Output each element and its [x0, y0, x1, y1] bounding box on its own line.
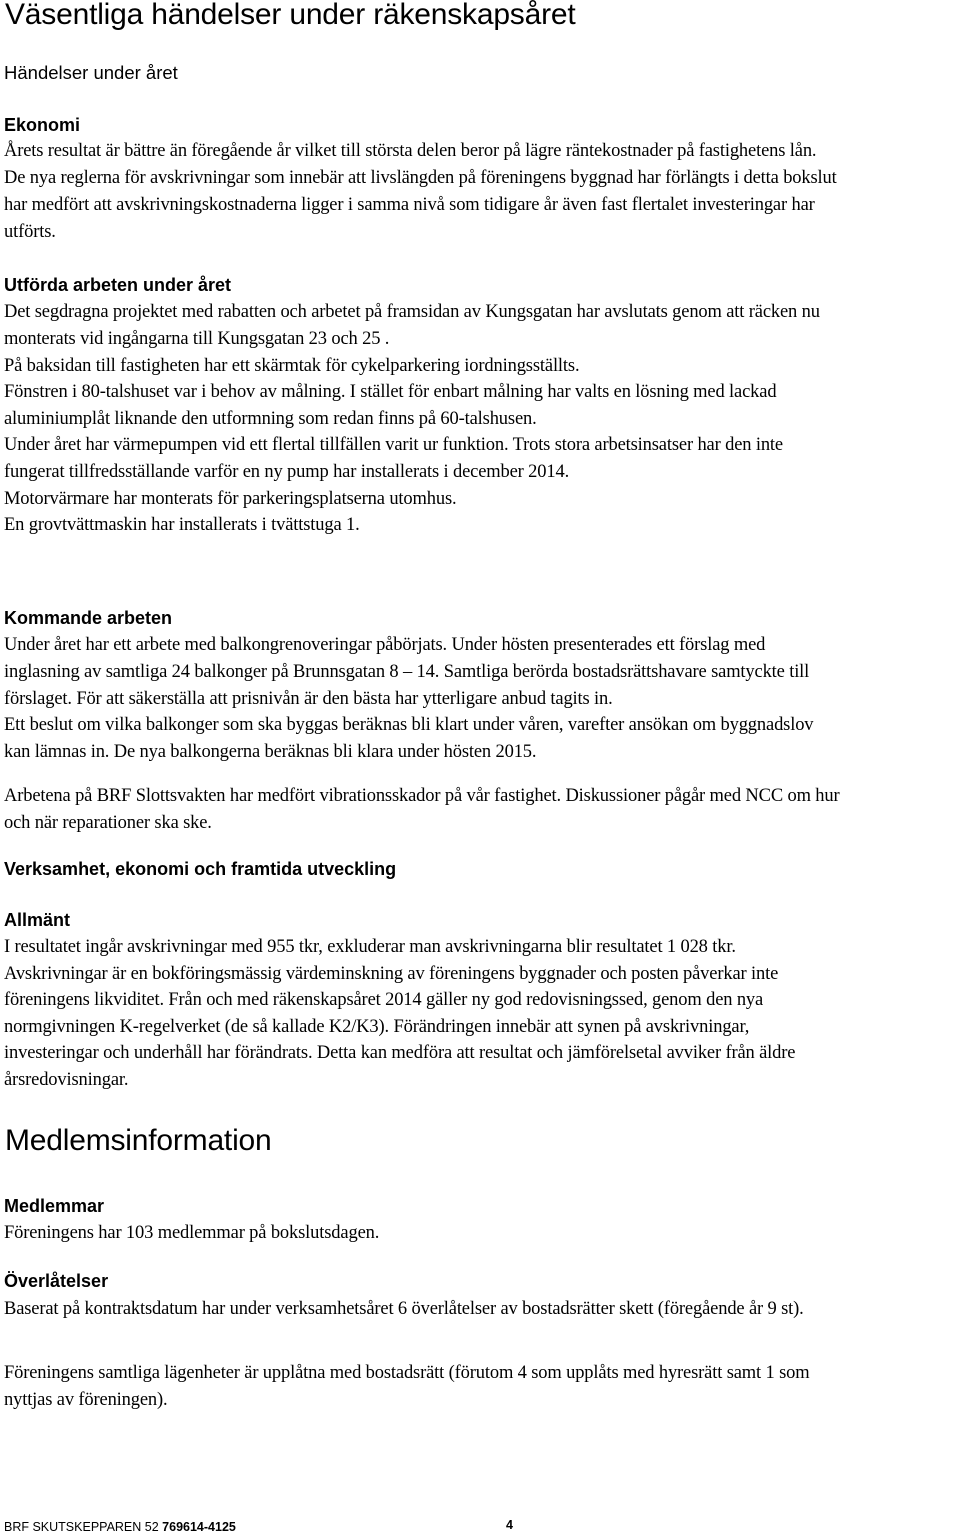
medlemmar-heading: Medlemmar	[4, 1196, 105, 1216]
utforda-heading: Utförda arbeten under året	[4, 275, 232, 295]
footer-page-number: 4	[506, 1518, 513, 1532]
footer-org-name: BRF SKUTSKEPPAREN 52	[4, 1520, 159, 1534]
footer-org-number: 769614-4125	[162, 1520, 236, 1534]
ekonomi-line: har medfört att avskrivningskostnaderna ligger i samma nivå som tidigare år även fast flertalet investeringar har	[4, 195, 815, 215]
ekonomi-line: De nya reglerna för avskrivningar som innebär att livslängden på föreningens byggnad har förlängts i detta bokslut	[4, 168, 837, 188]
kommande-line: kan lämnas in. De nya balkongerna beräknas bli klara under hösten 2015.	[4, 742, 537, 762]
footer-organization	[4, 1520, 236, 1534]
overlatelser-line: nyttjas av föreningen).	[4, 1390, 168, 1410]
ekonomi-line: Årets resultat är bättre än föregående år vilket till största delen beror på lägre räntekostnader på fastighetens lån.	[4, 141, 817, 161]
verksamhet-heading: Verksamhet, ekonomi och framtida utveckling	[4, 859, 397, 879]
allmant-heading: Allmänt	[4, 910, 71, 930]
allmant-line: investeringar och underhåll har förändrats. Detta kan medföra att resultat och jämförelsetal avviker från äldre	[4, 1043, 796, 1063]
allmant-line: årsredovisningar.	[4, 1070, 129, 1090]
kommande-line: Arbetena på BRF Slottsvakten har medfört vibrationsskador på vår fastighet. Diskussioner pågår med NCC om hur	[4, 786, 840, 806]
kommande-heading: Kommande arbeten	[4, 608, 173, 628]
utforda-line: Det segdragna projektet med rabatten och arbetet på framsidan av Kungsgatan har avslutats genom att räcken nu	[4, 302, 820, 322]
utforda-line: fungerat tillfredsställande varför en ny pump har installerats i december 2014.	[4, 462, 570, 482]
kommande-line: inglasning av samtliga 24 balkonger på Brunnsgatan 8 – 14. Samtliga berörda bostadsrättshavare samtyckte till	[4, 662, 810, 682]
allmant-line: I resultatet ingår avskrivningar med 955 tkr, exkluderar man avskrivningarna blir resultatet 1 028 tkr.	[4, 937, 736, 957]
kommande-line: förslaget. För att säkerställa att prisnivån är den bästa har ytterligare anbud tagits in.	[4, 689, 613, 709]
kommande-line: Ett beslut om vilka balkonger som ska byggas beräknas bli klart under våren, varefter ansökan om byggnadslov	[4, 715, 814, 735]
kommande-line: Under året har ett arbete med balkongrenoveringar påbörjats. Under hösten presenterades ett förslag med	[4, 635, 766, 655]
medlemsinformation-title: Medlemsinformation	[5, 1124, 272, 1157]
allmant-line: Avskrivningar är en bokföringsmässig värdeminskning av föreningens byggnader och posten påverkar inte	[4, 964, 779, 984]
medlemmar-line: Föreningens har 103 medlemmar på bokslutsdagen.	[4, 1223, 380, 1243]
events-heading: Händelser under året	[4, 62, 178, 83]
overlatelser-line: Baserat på kontraktsdatum har under verksamhetsåret 6 överlåtelser av bostadsrätter skett (föregående år 9 st).	[4, 1299, 804, 1319]
utforda-line: Fönstren i 80-talshuset var i behov av målning. I stället för enbart målning har valts en lösning med lackad	[4, 382, 777, 402]
overlatelser-heading: Överlåtelser	[4, 1271, 109, 1291]
overlatelser-line: Föreningens samtliga lägenheter är upplåtna med bostadsrätt (förutom 4 som upplåts med hyresrätt samt 1 som	[4, 1363, 810, 1383]
utforda-line: En grovtvättmaskin har installerats i tvättstuga 1.	[4, 515, 360, 535]
kommande-line: och när reparationer ska ske.	[4, 813, 212, 833]
allmant-line: normgivningen K-regelverket (de så kallade K2/K3). Förändringen innebär att synen på avskrivningar,	[4, 1017, 750, 1037]
utforda-line: aluminiumplåt liknande den utformning som redan finns på 60-talshusen.	[4, 409, 537, 429]
page-title: Väsentliga händelser under räkenskapsåret	[5, 0, 576, 31]
ekonomi-heading: Ekonomi	[4, 115, 81, 135]
utforda-line: På baksidan till fastigheten har ett skärmtak för cykelparkering iordningsställts.	[4, 356, 580, 376]
utforda-line: Under året har värmepumpen vid ett flertal tillfällen varit ur funktion. Trots stora arbetsinsatser har den inte	[4, 435, 783, 455]
utforda-line: Motorvärmare har monterats för parkeringsplatserna utomhus.	[4, 489, 457, 509]
utforda-line: monterats vid ingångarna till Kungsgatan 23 och 25 .	[4, 329, 390, 349]
allmant-line: föreningens likviditet. Från och med räkenskapsåret 2014 gäller ny god redovisningssed, genom den nya	[4, 990, 764, 1010]
ekonomi-line: utförts.	[4, 222, 56, 242]
